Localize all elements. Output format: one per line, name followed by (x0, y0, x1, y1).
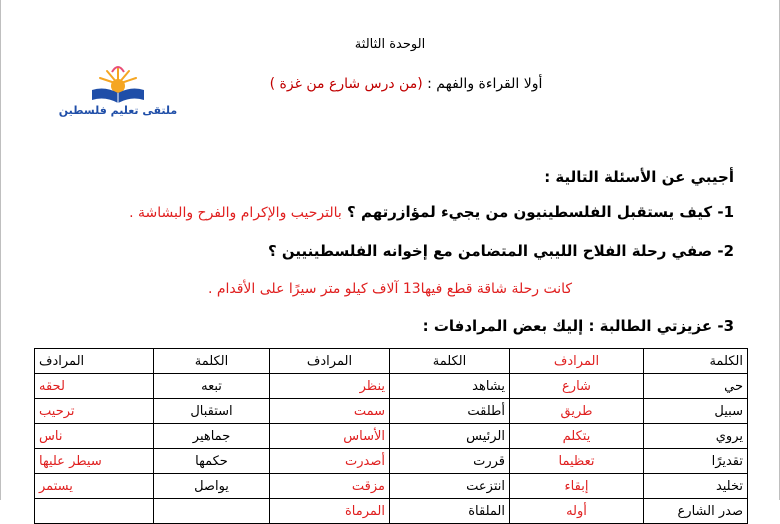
question-1-text: 1- كيف يستقبل الفلسطينيون من يجيء لمؤازرتهم ؟ (341, 203, 734, 221)
question-2: 2- صفي رحلة الفلاح الليبي المتضامن مع إخوانه الفلسطينيين ؟ (267, 242, 734, 260)
synonym-cell: شارع (510, 374, 644, 399)
question-3-text: إليك بعض المرادفات : (422, 317, 584, 335)
synonym-cell: سيطر عليها (35, 449, 154, 474)
table-row (35, 374, 748, 399)
synonym-cell: سمت (270, 399, 390, 424)
word-cell: انتزعت (390, 474, 510, 499)
synonym-cell: ينظر (270, 374, 390, 399)
header-synonym: المرادف (270, 349, 390, 374)
word-cell: تقديرًا (644, 449, 748, 474)
word-cell: جماهير (154, 424, 270, 449)
lesson-name: (من درس شارع من غزة ) (269, 76, 423, 92)
synonyms-table (34, 348, 748, 524)
synonym-cell: مزقت (270, 474, 390, 499)
synonym-cell: طريق (510, 399, 644, 424)
synonym-cell: لحقه (35, 374, 154, 399)
word-cell: حي (644, 374, 748, 399)
synonym-cell: المرماة (270, 499, 390, 524)
question-1 (129, 203, 734, 221)
synonym-cell: أصدرت (270, 449, 390, 474)
question-3 (423, 317, 734, 335)
word-cell: سبيل (644, 399, 748, 424)
word-cell (154, 499, 270, 524)
question-3-label: 3- عزيزتي الطالبة : (583, 317, 734, 335)
instruction-heading: أجيبي عن الأسئلة التالية : (544, 168, 734, 186)
word-cell: الرئيس (390, 424, 510, 449)
word-cell: أطلقت (390, 399, 510, 424)
synonym-cell (35, 499, 154, 524)
header-word: الكلمة (644, 349, 748, 374)
word-cell: يروي (644, 424, 748, 449)
header-word: الكلمة (390, 349, 510, 374)
synonym-cell: تعظيما (510, 449, 644, 474)
synonym-cell: يستمر (35, 474, 154, 499)
lesson-heading (246, 76, 566, 92)
page-edge-left (0, 0, 1, 500)
table-header-row (35, 349, 748, 374)
synonym-cell: ناس (35, 424, 154, 449)
table-row (35, 499, 748, 524)
word-cell: تبعه (154, 374, 270, 399)
synonym-cell: يتكلم (510, 424, 644, 449)
table-row (35, 399, 748, 424)
table-row (35, 474, 748, 499)
word-cell: يواصل (154, 474, 270, 499)
unit-title: الوحدة الثالثة (354, 37, 426, 52)
synonym-cell: الأساس (270, 424, 390, 449)
word-cell: قررت (390, 449, 510, 474)
table-row (35, 424, 748, 449)
header-synonym: المرادف (510, 349, 644, 374)
word-cell: تخليد (644, 474, 748, 499)
word-cell: استقبال (154, 399, 270, 424)
word-cell: الملقاة (390, 499, 510, 524)
question-2-answer: كانت رحلة شاقة قطع فيها13 آلاف كيلو متر سيرًا على الأقدام . (207, 281, 573, 297)
word-cell: صدر الشارع (644, 499, 748, 524)
word-cell: حكمها (154, 449, 270, 474)
table-row (35, 449, 748, 474)
synonym-cell: أوله (510, 499, 644, 524)
header-word: الكلمة (154, 349, 270, 374)
logo-text: ملتقى تعليم فلسطين (58, 104, 178, 117)
question-1-answer: بالترحيب والإكرام والفرح والبشاشة . (129, 205, 342, 221)
synonym-cell: إبقاء (510, 474, 644, 499)
header-synonym: المرادف (35, 349, 154, 374)
lesson-prefix: أولا القراءة والفهم : (422, 76, 543, 92)
synonym-cell: ترحيب (35, 399, 154, 424)
word-cell: يشاهد (390, 374, 510, 399)
